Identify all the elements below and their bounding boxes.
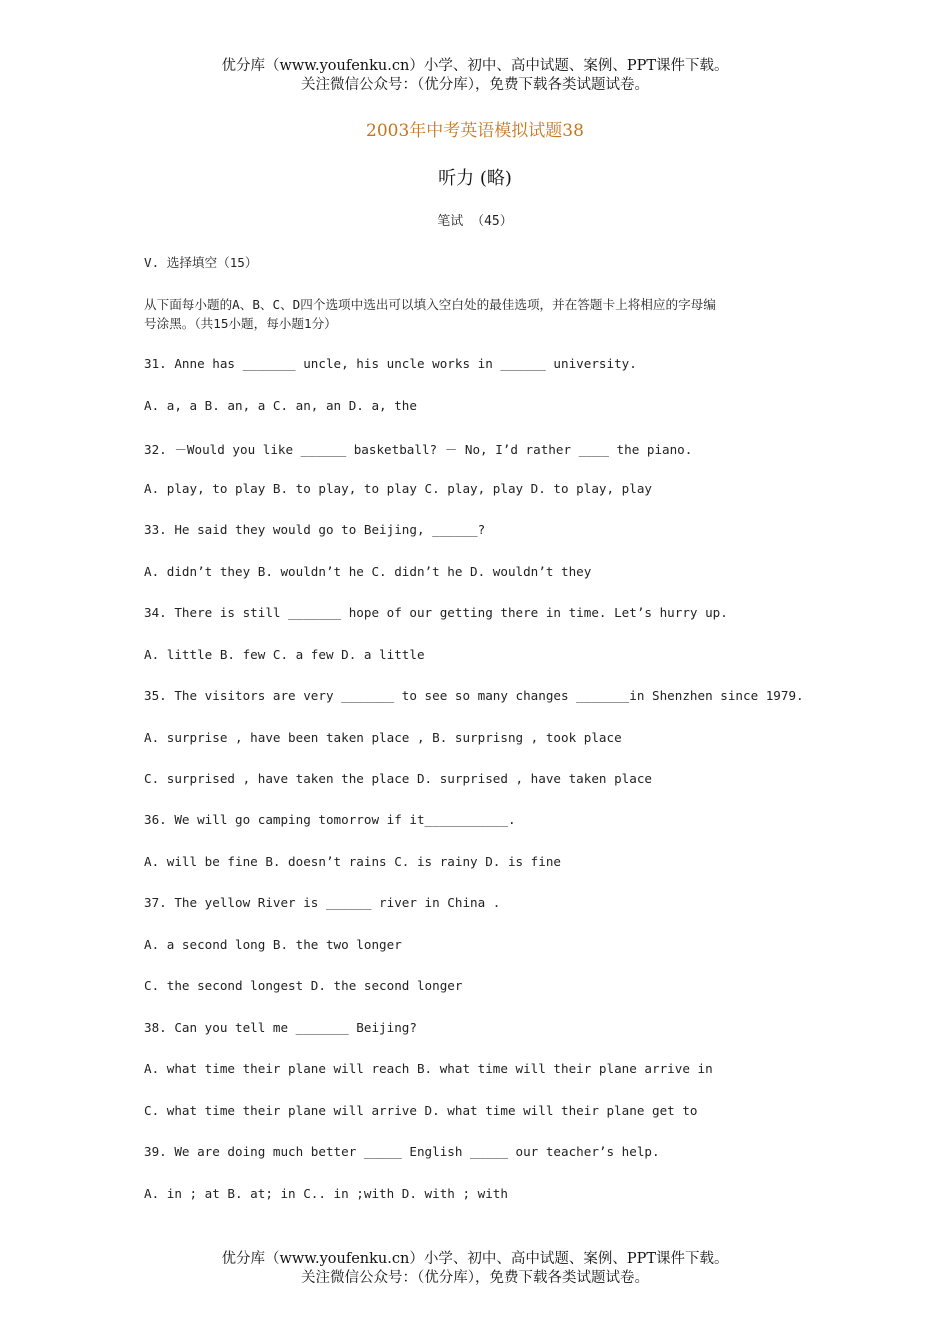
question-39: 39. We are doing much better _____ English _____ our teacher’s help. (144, 1144, 660, 1159)
question-38: 38. Can you tell me _______ Beijing? (144, 1020, 417, 1035)
options-38-ab: A. what time their plane will reach B. what time will their plane arrive in (144, 1061, 713, 1076)
footer-line-1: 优分库（www.youfenku.cn）小学、初中、高中试题、案例、PPT课件下载。 (221, 1251, 729, 1267)
options-37-cd: C. the second longest D. the second longer (144, 978, 463, 993)
options-36: A. will be fine B. doesn’t rains C. is rainy D. is fine (144, 854, 562, 869)
instruction-line-2: 号涂黑。（共15小题，每小题1分） (144, 316, 337, 331)
options-35-cd: C. surprised , have taken the place D. surprised , have taken place (144, 771, 652, 786)
options-32: A. play, to play B. to play, to play C. play, play D. to play, play (144, 481, 652, 496)
document-title: 2003年中考英语模拟试题38 (366, 121, 584, 141)
question-31: 31. Anne has _______ uncle, his uncle works in ______ university. (144, 356, 637, 371)
question-37: 37. The yellow River is ______ river in China . (144, 895, 501, 910)
options-31: A. a, a B. an, a C. an, an D. a, the (144, 398, 417, 413)
question-36: 36. We will go camping tomorrow if it___________. (144, 812, 516, 827)
question-33: 33. He said they would go to Beijing, ______? (144, 522, 486, 537)
written-heading: 笔试 （45） (437, 214, 513, 229)
options-35-ab: A. surprise , have been taken place , B. surprisng , took place (144, 730, 622, 745)
question-34: 34. There is still _______ hope of our getting there in time. Let’s hurry up. (144, 605, 728, 620)
options-37-ab: A. a second long B. the two longer (144, 937, 402, 952)
options-38-cd: C. what time their plane will arrive D. what time will their plane get to (144, 1103, 698, 1118)
footer-line-2: 关注微信公众号：（优分库），免费下载各类试题试卷。 (301, 1270, 649, 1286)
header-line-1: 优分库（www.youfenku.cn）小学、初中、高中试题、案例、PPT课件下载。 (221, 58, 729, 74)
question-35: 35. The visitors are very _______ to see so many changes _______in Shenzhen since 1979. (144, 688, 804, 703)
instruction-line-1: 从下面每小题的A、B、C、D四个选项中选出可以填入空白处的最佳选项，并在答题卡上将相应的字母编 (144, 297, 716, 312)
header-line-2: 关注微信公众号：（优分库），免费下载各类试题试卷。 (301, 77, 649, 93)
listening-heading: 听力 (略) (438, 168, 512, 189)
options-39: A. in ; at B. at; in C.. in ;with D. with ; with (144, 1186, 508, 1201)
options-33: A. didn’t they B. wouldn’t he C. didn’t he D. wouldn’t they (144, 564, 592, 579)
options-34: A. little B. few C. a few D. a little (144, 647, 425, 662)
section-heading: V. 选择填空（15） (144, 255, 258, 270)
question-32: 32. －Would you like ______ basketball? － No, I’d rather ____ the piano. (144, 442, 693, 457)
